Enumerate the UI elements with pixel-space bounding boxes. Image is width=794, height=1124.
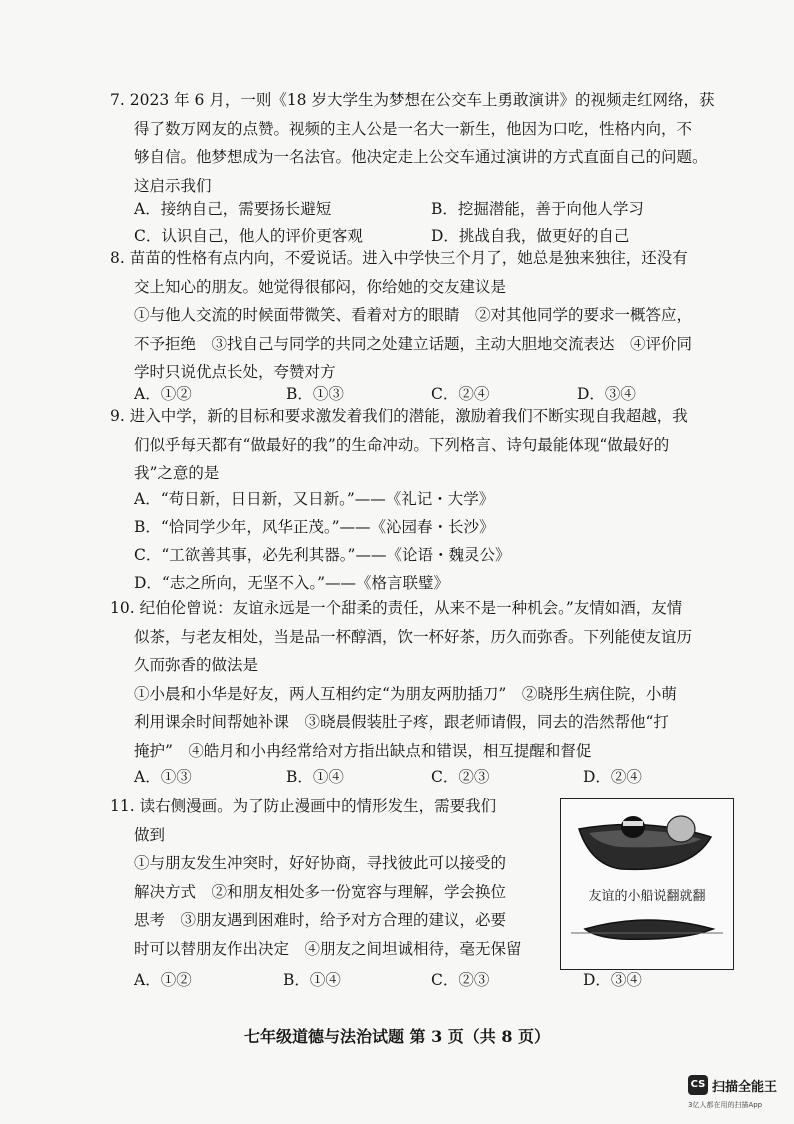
- question-9-line-2: 们似乎每天都有“做最好的我”的生命冲动。下列格言、诗句最能体现“做最好的: [134, 435, 670, 454]
- question-8-line-4: 不予拒绝 ③找自己与同学的共同之处建立话题，主动大胆地交流表达 ④评价同: [134, 334, 693, 353]
- question-number: 9.: [110, 407, 125, 425]
- question-11-line-3: ①与朋友发生冲突时，好好协商，寻找彼此可以接受的: [134, 854, 507, 872]
- question-10-line-5: 利用课余时间帮她补课 ③晓晨假装肚子疼，跟老师请假，同去的浩然帮他“打: [134, 713, 669, 731]
- q8-option-c: C．②④: [431, 385, 490, 403]
- question-number: 10.: [110, 599, 135, 617]
- boat-capsized-icon: [585, 920, 713, 939]
- q7-option-c: C．认识自己，他人的评价更客观: [134, 227, 363, 245]
- q10-option-a: A．①③: [134, 768, 192, 786]
- q9-option-c: C．“工欲善其事，必先利其器。”——《论语・魏灵公》: [134, 546, 511, 564]
- question-10-line-3: 久而弥香的做法是: [134, 656, 259, 674]
- q11-option-c: C．②③: [431, 971, 490, 989]
- question-11-line-6: 时可以替朋友作出决定 ④朋友之间坦诚相待，毫无保留: [134, 939, 522, 958]
- question-10: [110, 594, 730, 765]
- figure-right-icon: [667, 816, 695, 842]
- question-7-line-2: 得了数万网友的点赞。视频的主人公是一名大一新生，他因为口吃，性格内向，不: [134, 119, 693, 138]
- scanner-watermark: [688, 1075, 788, 1115]
- question-11-line-4: 解决方式 ②和朋友相处多一份宽容与理解，学会换位: [134, 882, 507, 901]
- page-footer-title: 七年级道德与法治试题 第 3 页（共 8 页）: [243, 1027, 551, 1046]
- watermark-subtitle: 3亿人都在用的扫描App: [688, 1101, 763, 1109]
- question-11: [110, 792, 550, 963]
- question-9: [110, 402, 730, 488]
- q7-option-b: B．挖掘潜能，善于向他人学习: [431, 200, 644, 218]
- question-8: [110, 244, 730, 387]
- q11-option-d: D．③④: [583, 971, 642, 989]
- question-number: 8.: [110, 249, 125, 267]
- q9-option-a: A．“苟日新，日日新，又日新。”——《礼记・大学》: [134, 490, 495, 508]
- question-9-line-3: 我”之意的是: [134, 464, 220, 482]
- question-10-line-2: 似茶，与老友相处，当是品一杯醇酒，饮一杯好茶，历久而弥香。下列能使友谊历: [134, 627, 693, 646]
- q9-option-b: B．“恰同学少年，风华正茂。”——《沁园春・长沙》: [134, 518, 495, 536]
- q7-option-d: D．挑战自我，做更好的自己: [431, 227, 630, 245]
- question-11-line-1: 11. 读右侧漫画。为了防止漫画中的情形发生，需要我们: [110, 797, 497, 815]
- question-10-line-4: ①小晨和小华是好友，两人互相约定“为朋友两肋插刀” ②晓彤生病住院，小萌: [134, 684, 677, 703]
- camscanner-logo-icon: CS: [688, 1075, 708, 1095]
- question-11-line-2: 做到: [134, 825, 166, 844]
- comic-caption: 友谊的小船说翻就翻: [588, 889, 706, 904]
- question-8-line-5: 学时只说优点长处，夸赞对方: [134, 363, 336, 381]
- watermark-name: 扫描全能王: [712, 1080, 778, 1095]
- q11-option-b: B．①④: [283, 971, 341, 989]
- q9-option-d: D．“志之所向，无坚不入。”——《格言联璧》: [134, 574, 450, 592]
- q8-option-b: B．①③: [286, 385, 344, 403]
- question-7-line-3: 够自信。他梦想成为一名法官。他决定走上公交车通过演讲的方式直面自己的问题。: [134, 148, 708, 166]
- question-7-line-4: 这启示我们: [134, 176, 212, 195]
- question-10-line-1: 10. 纪伯伦曾说：友谊永远是一个甜柔的责任，从来不是一种机会。”友情如酒，友情: [110, 599, 683, 617]
- comic-drawing: [561, 799, 733, 969]
- figure-left-icon: [621, 816, 645, 838]
- question-7-line-1: 7. 2023 年 6 月，一则《18 岁大学生为梦想在公交车上勇敢演讲》的视频走红网络，获: [110, 91, 715, 109]
- question-8-line-2: 交上知心的朋友。她觉得很郁闷，你给她的交友建议是: [134, 277, 507, 296]
- q8-option-a: A．①②: [134, 385, 192, 403]
- question-number: 7.: [110, 91, 125, 109]
- question-7: [110, 86, 730, 200]
- question-8-line-3: ①与他人交流的时候面带微笑、看着对方的眼睛 ②对其他同学的要求一概答应，: [134, 306, 693, 324]
- question-11-line-5: 思考 ③朋友遇到困难时，给予对方合理的建议，必要: [134, 911, 507, 929]
- question-8-line-1: 8. 苗苗的性格有点内向，不爱说话。进入中学快三个月了，她总是独来独往，还没有: [110, 249, 688, 267]
- q10-option-d: D．②④: [583, 768, 642, 786]
- question-9-line-1: 9. 进入中学，新的目标和要求激发着我们的潜能，激励着我们不断实现自我超越，我: [110, 407, 688, 425]
- q10-option-c: C．②③: [431, 768, 490, 786]
- friendship-boat-comic: [560, 798, 734, 970]
- question-10-line-6: 掩护” ④皓月和小冉经常给对方指出缺点和错误，相互提醒和督促: [134, 741, 592, 760]
- q7-option-a: A．接纳自己，需要扬长避短: [134, 200, 332, 218]
- question-number: 11.: [110, 797, 135, 815]
- figure-left-eyes: [623, 821, 643, 826]
- q11-option-a: A．①②: [134, 971, 192, 989]
- q10-option-b: B．①④: [286, 768, 344, 786]
- q8-option-d: D．③④: [577, 385, 636, 403]
